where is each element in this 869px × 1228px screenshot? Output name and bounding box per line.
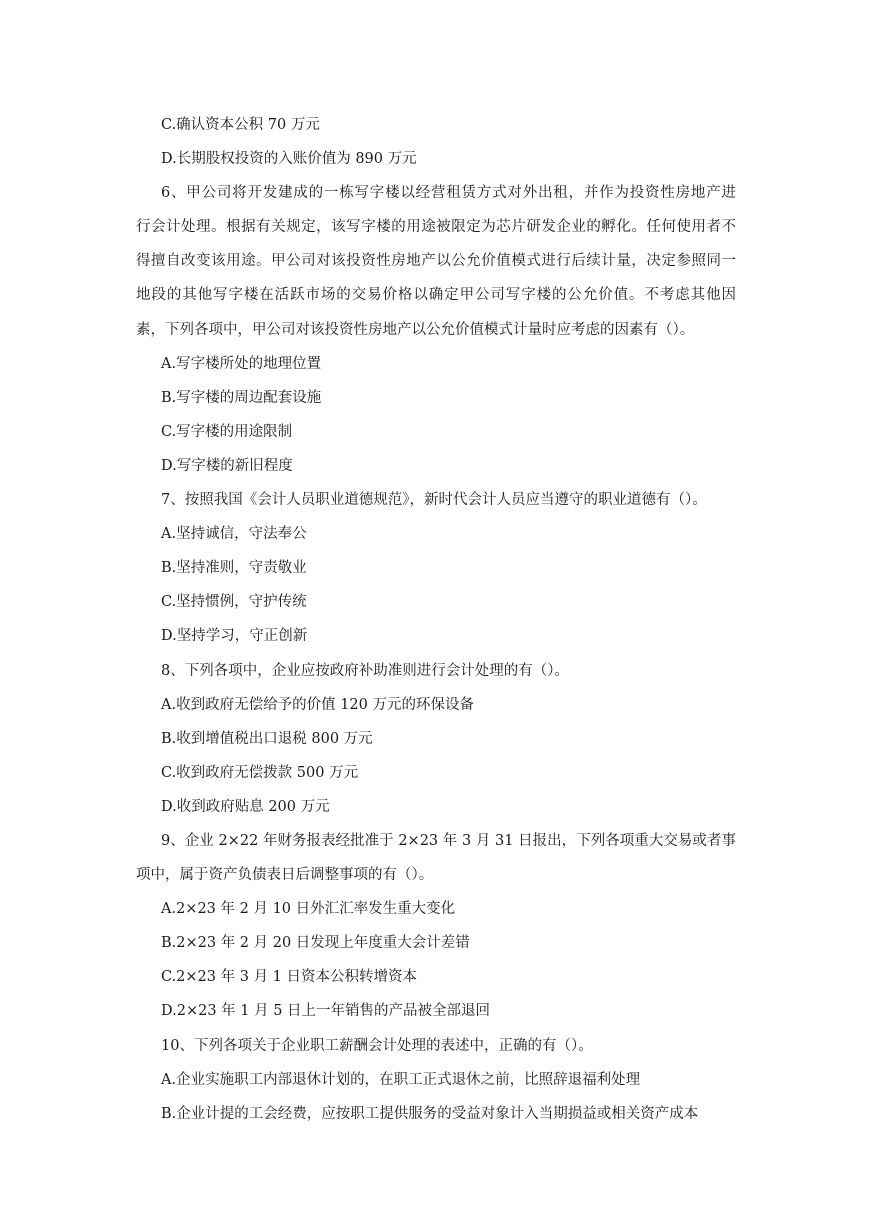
option-q8-a: A.收到政府无偿给予的价值 120 万元的环保设备 — [161, 696, 474, 713]
option-q6-b: B.写字楼的周边配套设施 — [161, 389, 322, 406]
option-q7-a: A.坚持诚信，守法奉公 — [161, 526, 307, 543]
question-q9-line: 9、企业 2×22 年财务报表经批准于 2×23 年 3 月 31 日报出，下列各项重大交易或者事 — [161, 832, 736, 849]
document-body — [136, 108, 736, 1131]
question-q6-line: 6、甲公司将开发建成的一栋写字楼以经营租赁方式对外出租，并作为投资性房地产进 — [161, 185, 736, 202]
question-q6-line: 地段的其他写字楼在活跃市场的交易价格以确定甲公司写字楼的公允价值。不考虑其他因 — [136, 287, 736, 304]
option-q5-d: D.长期股权投资的入账价值为 890 万元 — [161, 151, 417, 168]
question-q6 — [136, 176, 736, 346]
question-q10-line: 10、下列各项关于企业职工薪酬会计处理的表述中，正确的有（）。 — [161, 1037, 593, 1054]
question-q7-line: 7、按照我国《会计人员职业道德规范》，新时代会计人员应当遵守的职业道德有（）。 — [161, 492, 707, 509]
option-q9-d: D.2×23 年 1 月 5 日上一年销售的产品被全部退回 — [161, 1003, 491, 1020]
option-q9-a: A.2×23 年 2 月 10 日外汇汇率发生重大变化 — [161, 901, 456, 918]
question-q9-line: 项中，属于资产负债表日后调整事项的有（）。 — [136, 867, 434, 884]
option-q7-c: C.坚持惯例，守护传统 — [161, 594, 307, 611]
option-q6-c: C.写字楼的用途限制 — [161, 423, 293, 440]
question-q6-line: 得擅自改变该用途。甲公司对该投资性房地产以公允价值模式进行后续计量，决定参照同一 — [136, 253, 736, 270]
option-q9-b: B.2×23 年 2 月 20 日发现上年度重大会计差错 — [161, 935, 470, 952]
option-q8-d: D.收到政府贴息 200 万元 — [161, 798, 330, 815]
option-q5-c: C.确认资本公积 70 万元 — [161, 117, 320, 133]
question-q8-line: 8、下列各项中，企业应按政府补助准则进行会计处理的有（）。 — [161, 662, 569, 679]
question-q6-line: 素，下列各项中，甲公司对该投资性房地产以公允价值模式计量时应考虑的因素有（）。 — [136, 321, 695, 338]
option-q9-c: C.2×23 年 3 月 1 日资本公积转增资本 — [161, 969, 418, 986]
option-q6-d: D.写字楼的新旧程度 — [161, 457, 293, 474]
option-q6-a: A.写字楼所处的地理位置 — [161, 355, 322, 372]
option-q10-b: B.企业计提的工会经费，应按职工提供服务的受益对象计入当期损益或相关资产成本 — [161, 1105, 699, 1122]
option-q8-b: B.收到增值税出口退税 800 万元 — [161, 730, 373, 747]
question-q6-line: 行会计处理。根据有关规定，该写字楼的用途被限定为芯片研发企业的孵化。任何使用者不 — [136, 219, 736, 236]
question-q9 — [136, 824, 736, 892]
question-q8 — [136, 654, 736, 688]
option-q7-b: B.坚持准则，守责敬业 — [161, 560, 307, 577]
option-q10-a: A.企业实施职工内部退休计划的，在职工正式退休之前，比照辞退福利处理 — [161, 1071, 641, 1088]
question-q7 — [136, 483, 736, 517]
option-q7-d: D.坚持学习，守正创新 — [161, 628, 308, 645]
question-q10 — [136, 1029, 736, 1063]
option-q8-c: C.收到政府无偿拨款 500 万元 — [161, 764, 359, 781]
